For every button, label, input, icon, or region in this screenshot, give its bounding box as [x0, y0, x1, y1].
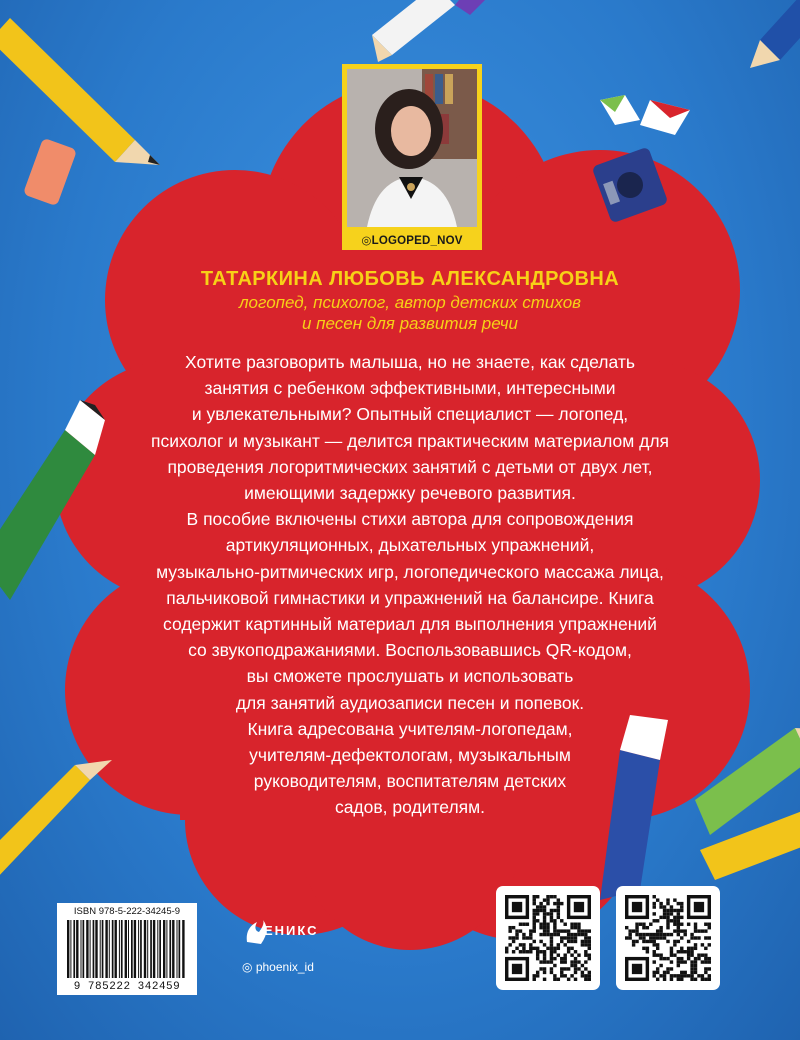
publisher-social-handle: phoenix_id — [255, 960, 314, 974]
instagram-handle[interactable] — [342, 233, 482, 247]
barcode-digits: 9 785222 342459 — [73, 981, 181, 993]
description-line: музыкально-ритмических игр, логопедического массажа лица, — [156, 561, 664, 582]
description-line: занятия с ребенком эффективными, интересными — [204, 378, 616, 399]
isbn-label: ISBN 978-5-222-34245-9 — [73, 906, 181, 917]
description-line: В пособие включены стихи автора для сопровождения — [186, 509, 634, 530]
barcode — [57, 903, 197, 995]
qr-code-right[interactable] — [616, 886, 720, 990]
publisher-name: ЕНИКС — [264, 923, 319, 938]
book-description — [110, 349, 710, 821]
description-line: пальчиковой гимнастики и упражнений на балансире. Книга — [166, 587, 654, 608]
description-line: психолог и музыкант — делится практическим материалом для — [150, 430, 670, 451]
blue-pencil-icon — [750, 0, 800, 68]
description-line: имеющими задержку речевого развития. — [244, 483, 576, 504]
author-portrait-illustration — [347, 69, 477, 227]
description-line: Хотите разговорить малыша, но не знаете, как сделать — [185, 352, 635, 372]
barcode-bars — [67, 920, 187, 978]
qr-code-icon — [505, 895, 591, 981]
description-line: учителям-дефектологам, музыкальным — [249, 745, 571, 766]
qr-code-left[interactable] — [496, 886, 600, 990]
qr-code-icon — [625, 895, 711, 981]
description-line: Книга адресована учителям-логопедам, — [247, 718, 573, 739]
author-role-line: логопед, психолог, автор детских стихов — [238, 293, 582, 312]
description-line: проведения логоритмических занятий с детьми от двух лет, — [167, 456, 653, 477]
yellow-pencil-bottom-icon — [0, 760, 112, 880]
instagram-icon: ◎ — [361, 235, 372, 247]
description-line: вы сможете прослушать и использовать — [246, 666, 574, 687]
description-line: артикуляционных, дыхательных упражнений, — [225, 535, 595, 556]
instagram-icon: ◎ — [242, 960, 253, 974]
author-photo — [347, 69, 477, 227]
instagram-handle-text: LOGOPED_NOV — [371, 235, 463, 247]
author-role — [150, 292, 670, 334]
description-line: и увлекательными? Опытный специалист — логопед, — [191, 404, 629, 425]
pencil-shavings-icon — [600, 95, 690, 135]
eraser-icon — [23, 138, 77, 207]
description-line: содержит картинный материал для выполнения упражнений — [163, 614, 657, 635]
purple-pencil-icon — [372, 0, 490, 62]
description-line: руководителям, воспитателям детских — [253, 771, 567, 792]
yellow-pencil-icon — [0, 18, 160, 165]
author-role-line: и песен для развития речи — [301, 314, 518, 333]
description-line: садов, родителям. — [334, 797, 486, 818]
description-line: со звукоподражаниями. Воспользовавшись QR-кодом, — [188, 640, 632, 661]
author-photo-frame — [342, 64, 482, 250]
description-line: для занятий аудиозаписи песен и попевок. — [235, 692, 585, 713]
publisher-social[interactable] — [242, 960, 314, 974]
author-name: ТАТАРКИНА ЛЮБОВЬ АЛЕКСАНДРОВНА — [200, 268, 620, 290]
